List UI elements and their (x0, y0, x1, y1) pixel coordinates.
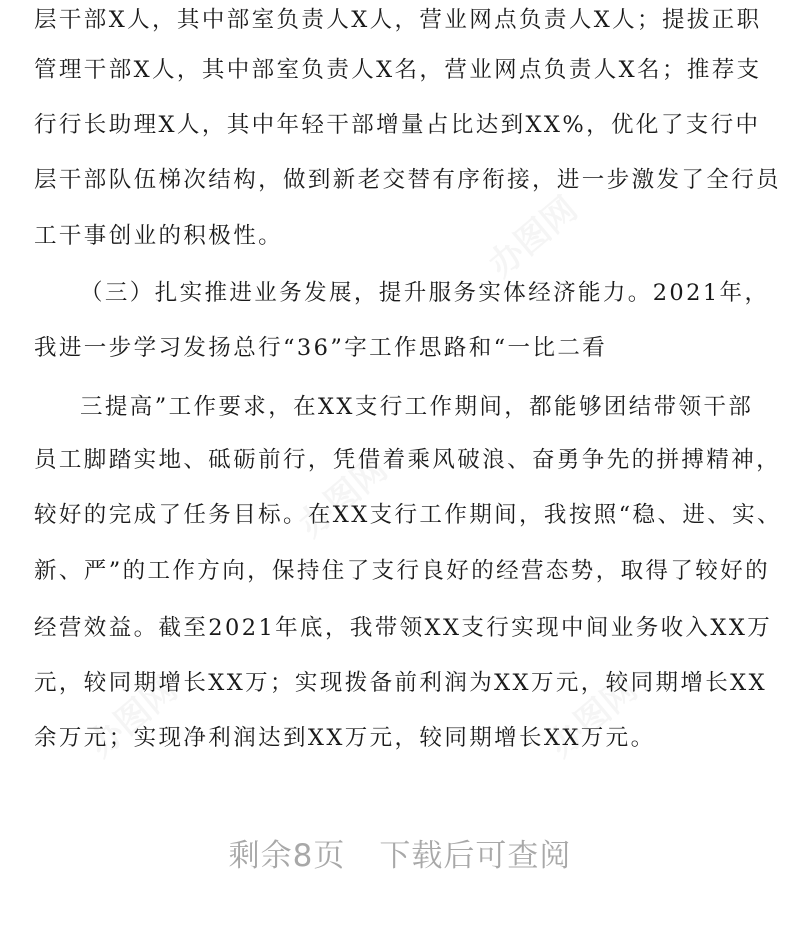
watermark: 办图网 (81, 669, 186, 766)
download-prompt[interactable] (0, 830, 800, 875)
body-text-line: 工干事创业的积极性。 (34, 223, 284, 249)
body-text-line: 管理干部X人，其中部室负责人X名，营业网点负责人X名；推荐支 (34, 57, 762, 83)
body-text-line: 三提高”工作要求，在XX支行工作期间，都能够团结带领干部 (80, 394, 754, 420)
body-text-line: 元，较同期增长XX万；实现拨备前利润为XX万元，较同期增长XX (34, 670, 768, 696)
download-to-view-label: 下载后可查阅 (379, 838, 572, 874)
watermark: 办图网 (291, 449, 396, 546)
body-text-line: 员工脚踏实地、砥砺前行，凭借着乘风破浪、奋勇争先的拼搏精神， (34, 447, 782, 473)
body-text-line: 较好的完成了任务目标。在XX支行工作期间，我按照“稳、进、实、 (34, 502, 782, 528)
section-heading-line: （三）扎实推进业务发展，提升服务实体经济能力。2021年， (80, 280, 770, 306)
remaining-pages-label: 剩余8页 (228, 838, 346, 874)
watermark: 办图网 (481, 189, 586, 286)
body-text-line: 层干部队伍梯次结构，做到新老交替有序衔接，进一步激发了全行员 (34, 167, 782, 193)
body-text-line: 层干部X人，其中部室负责人X人，营业网点负责人X人；提拔正职 (34, 7, 762, 33)
body-text-line: 我进一步学习发扬总行“36”字工作思路和“一比二看 (34, 335, 608, 361)
body-text-line: 行行长助理X人，其中年轻干部增量占比达到XX%，优化了支行中 (34, 112, 761, 138)
body-text-line: 新、严”的工作方向，保持住了支行良好的经营态势，取得了较好的 (34, 558, 771, 584)
watermark: 办图网 (541, 669, 646, 766)
body-text-line: 余万元；实现净利润达到XX万元，较同期增长XX万元。 (34, 725, 656, 751)
body-text-line: 经营效益。截至2021年底，我带领XX支行实现中间业务收入XX万 (34, 615, 773, 641)
